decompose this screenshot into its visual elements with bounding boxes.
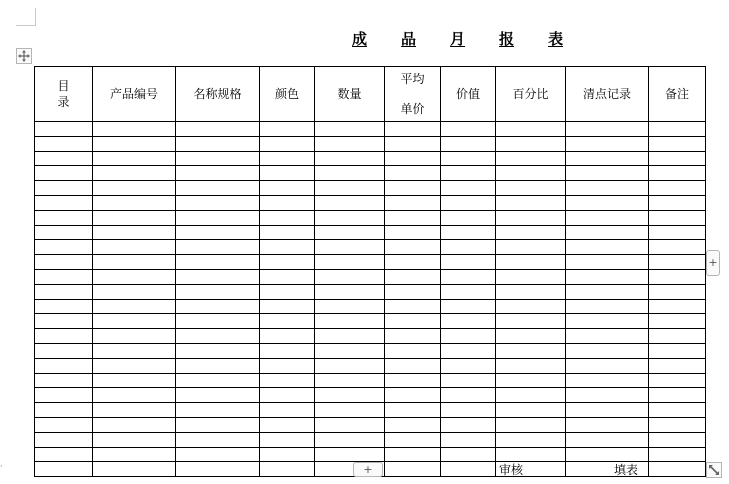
table-cell-value[interactable]	[441, 210, 496, 225]
table-cell-quantity[interactable]	[315, 447, 385, 462]
table-row	[35, 210, 706, 225]
table-cell-quantity[interactable]	[315, 195, 385, 210]
table-row	[35, 299, 706, 314]
table-cell-catalog[interactable]	[35, 329, 93, 344]
table-move-handle[interactable]	[16, 48, 32, 64]
table-cell-value[interactable]	[441, 299, 496, 314]
table-cell-remarks[interactable]	[649, 329, 706, 344]
table-cell-name_spec[interactable]	[176, 166, 260, 181]
table-cell-product_code[interactable]	[93, 388, 176, 403]
table-cell-catalog[interactable]	[35, 122, 93, 137]
table-cell-quantity[interactable]	[315, 181, 385, 196]
table-cell-name_spec[interactable]	[176, 462, 260, 477]
table-row	[35, 373, 706, 388]
table-cell-avg_price[interactable]	[385, 403, 441, 418]
table-cell-value[interactable]	[441, 388, 496, 403]
table-cell-remarks[interactable]	[649, 314, 706, 329]
table-cell-color[interactable]	[260, 151, 315, 166]
table-cell-percent[interactable]	[496, 136, 566, 151]
table-cell-name_spec[interactable]	[176, 225, 260, 240]
table-cell-quantity[interactable]	[315, 269, 385, 284]
table-cell-product_code[interactable]	[93, 314, 176, 329]
table-cell-color[interactable]	[260, 195, 315, 210]
table-cell-quantity[interactable]	[315, 136, 385, 151]
table-row	[35, 255, 706, 270]
table-cell-catalog[interactable]	[35, 314, 93, 329]
table-cell-remarks[interactable]	[649, 269, 706, 284]
table-cell-quantity[interactable]	[315, 255, 385, 270]
table-cell-inventory_record[interactable]	[566, 284, 649, 299]
table-cell-color[interactable]	[260, 255, 315, 270]
table-cell-name_spec[interactable]	[176, 136, 260, 151]
table-cell-value[interactable]	[441, 151, 496, 166]
table-cell-percent[interactable]	[496, 225, 566, 240]
table-cell-avg_price[interactable]	[385, 225, 441, 240]
table-cell-product_code[interactable]	[93, 210, 176, 225]
table-cell-product_code[interactable]	[93, 432, 176, 447]
table-cell-avg_price[interactable]	[385, 329, 441, 344]
table-cell-inventory_record[interactable]	[566, 447, 649, 462]
table-cell-percent[interactable]	[496, 181, 566, 196]
review-label: 审核	[499, 463, 524, 477]
table-row	[35, 269, 706, 284]
table-cell-percent[interactable]	[496, 210, 566, 225]
table-cell-percent[interactable]	[496, 195, 566, 210]
title-char: 成	[352, 30, 368, 48]
table-cell-percent[interactable]	[496, 373, 566, 388]
table-cell-catalog[interactable]	[35, 181, 93, 196]
table-cell-value[interactable]	[441, 122, 496, 137]
table-cell-inventory_record[interactable]	[566, 255, 649, 270]
table-row	[35, 195, 706, 210]
margin-mark: ·	[0, 462, 3, 472]
table-cell-value[interactable]	[441, 373, 496, 388]
table-cell-catalog[interactable]	[35, 358, 93, 373]
table-cell-inventory_record[interactable]	[566, 136, 649, 151]
table-cell-inventory_record[interactable]	[566, 181, 649, 196]
table-cell-remarks[interactable]	[649, 462, 706, 477]
table-cell-value[interactable]	[441, 284, 496, 299]
table-cell-color[interactable]	[260, 136, 315, 151]
table-cell-name_spec[interactable]	[176, 447, 260, 462]
table-cell-quantity[interactable]	[315, 210, 385, 225]
table-cell-product_code[interactable]	[93, 358, 176, 373]
table-cell-product_code[interactable]	[93, 373, 176, 388]
table-cell-quantity[interactable]	[315, 166, 385, 181]
table-cell-value[interactable]	[441, 269, 496, 284]
table-cell-name_spec[interactable]	[176, 373, 260, 388]
report-title	[352, 28, 563, 49]
table-cell-catalog[interactable]	[35, 195, 93, 210]
table-cell-catalog[interactable]	[35, 343, 93, 358]
table-cell-percent[interactable]	[496, 358, 566, 373]
table-cell-name_spec[interactable]	[176, 388, 260, 403]
table-cell-name_spec[interactable]	[176, 269, 260, 284]
table-cell-avg_price[interactable]	[385, 136, 441, 151]
table-cell-value[interactable]	[441, 432, 496, 447]
table-row	[35, 417, 706, 432]
table-cell-percent[interactable]	[496, 255, 566, 270]
table-cell-product_code[interactable]	[93, 284, 176, 299]
table-cell-remarks[interactable]	[649, 373, 706, 388]
table-row	[35, 329, 706, 344]
table-cell-avg_price[interactable]	[385, 462, 441, 477]
table-cell-inventory_record[interactable]	[566, 210, 649, 225]
header-catalog[interactable]	[35, 67, 93, 122]
table-cell-percent[interactable]	[496, 240, 566, 255]
table-cell-value[interactable]	[441, 255, 496, 270]
table-cell-product_code[interactable]	[93, 195, 176, 210]
table-cell-catalog[interactable]	[35, 255, 93, 270]
table-cell-product_code[interactable]	[93, 255, 176, 270]
table-cell-color[interactable]	[260, 329, 315, 344]
table-body	[35, 122, 706, 477]
table-cell-catalog[interactable]	[35, 388, 93, 403]
table-cell-quantity[interactable]	[315, 358, 385, 373]
table-cell-catalog[interactable]	[35, 284, 93, 299]
table-cell-remarks[interactable]	[649, 447, 706, 462]
table-cell-color[interactable]	[260, 358, 315, 373]
table-cell-inventory_record[interactable]	[566, 269, 649, 284]
table-cell-product_code[interactable]	[93, 240, 176, 255]
table-cell-avg_price[interactable]	[385, 255, 441, 270]
table-cell-inventory_record[interactable]	[566, 388, 649, 403]
table-cell-product_code[interactable]	[93, 417, 176, 432]
table-cell-value[interactable]	[441, 329, 496, 344]
table-cell-name_spec[interactable]	[176, 299, 260, 314]
table-cell-percent[interactable]	[496, 343, 566, 358]
table-cell-quantity[interactable]	[315, 240, 385, 255]
table-cell-catalog[interactable]	[35, 210, 93, 225]
table-cell-product_code[interactable]	[93, 403, 176, 418]
table-cell-remarks[interactable]	[649, 225, 706, 240]
table-cell-catalog[interactable]	[35, 403, 93, 418]
move-arrows-icon	[18, 50, 30, 62]
table-cell-name_spec[interactable]	[176, 210, 260, 225]
title-char: 表	[548, 30, 564, 48]
table-cell-quantity[interactable]	[315, 122, 385, 137]
table-cell-avg_price[interactable]	[385, 210, 441, 225]
table-cell-percent[interactable]	[496, 403, 566, 418]
table-row	[35, 388, 706, 403]
table-cell-catalog[interactable]	[35, 151, 93, 166]
table-cell-value[interactable]	[441, 462, 496, 477]
table-cell-name_spec[interactable]	[176, 122, 260, 137]
table-cell-quantity[interactable]	[315, 403, 385, 418]
table-cell-remarks[interactable]	[649, 284, 706, 299]
table-cell-inventory_record[interactable]	[566, 314, 649, 329]
table-cell-catalog[interactable]	[35, 417, 93, 432]
table-cell-quantity[interactable]	[315, 151, 385, 166]
table-cell-product_code[interactable]	[93, 122, 176, 137]
table-cell-avg_price[interactable]	[385, 314, 441, 329]
header-quantity[interactable]: 数量	[315, 67, 385, 122]
resize-diagonal-icon	[708, 464, 720, 476]
table-cell-color[interactable]	[260, 314, 315, 329]
table-cell-value[interactable]	[441, 181, 496, 196]
table-cell-inventory_record[interactable]	[566, 373, 649, 388]
table-cell-color[interactable]	[260, 417, 315, 432]
table-cell-avg_price[interactable]	[385, 299, 441, 314]
table-cell-avg_price[interactable]	[385, 240, 441, 255]
table-cell-quantity[interactable]	[315, 373, 385, 388]
table-cell-value[interactable]	[441, 166, 496, 181]
table-cell-remarks[interactable]	[649, 417, 706, 432]
table-row	[35, 358, 706, 373]
table-cell-catalog[interactable]	[35, 373, 93, 388]
header-avg-price[interactable]	[385, 67, 441, 122]
table-cell-quantity[interactable]	[315, 388, 385, 403]
table-cell-percent[interactable]	[496, 299, 566, 314]
table-cell-value[interactable]	[441, 343, 496, 358]
table-cell-value[interactable]	[441, 195, 496, 210]
table-cell-inventory_record[interactable]	[566, 343, 649, 358]
table-row	[35, 343, 706, 358]
table-cell-quantity[interactable]	[315, 329, 385, 344]
table-cell-product_code[interactable]	[93, 447, 176, 462]
table-cell-color[interactable]	[260, 122, 315, 137]
table-cell-color[interactable]	[260, 299, 315, 314]
table-cell-quantity[interactable]	[315, 299, 385, 314]
table-cell-avg_price[interactable]	[385, 417, 441, 432]
table-cell-color[interactable]	[260, 403, 315, 418]
table-cell-remarks[interactable]	[649, 240, 706, 255]
table-cell-remarks[interactable]	[649, 255, 706, 270]
table-cell-name_spec[interactable]	[176, 181, 260, 196]
table-cell-name_spec[interactable]	[176, 195, 260, 210]
table-resize-handle[interactable]	[706, 462, 722, 478]
table-cell-name_spec[interactable]	[176, 329, 260, 344]
table-cell-color[interactable]	[260, 240, 315, 255]
table-cell-inventory_record[interactable]	[566, 299, 649, 314]
table-cell-inventory_record[interactable]	[566, 225, 649, 240]
table-cell-name_spec[interactable]	[176, 432, 260, 447]
table-cell-product_code[interactable]	[93, 329, 176, 344]
table-cell-name_spec[interactable]	[176, 314, 260, 329]
title-char: 月	[450, 30, 466, 48]
table-cell-percent[interactable]	[496, 388, 566, 403]
table-cell-product_code[interactable]	[93, 269, 176, 284]
header-remarks[interactable]: 备注	[649, 67, 706, 122]
table-cell-avg_price[interactable]	[385, 432, 441, 447]
monthly-report-table	[34, 66, 706, 477]
table-row	[35, 284, 706, 299]
table-cell-catalog[interactable]	[35, 166, 93, 181]
table-cell-value[interactable]	[441, 240, 496, 255]
table-cell-quantity[interactable]	[315, 314, 385, 329]
table-cell-percent[interactable]	[496, 314, 566, 329]
table-cell-color[interactable]	[260, 388, 315, 403]
table-cell-percent[interactable]	[496, 417, 566, 432]
table-cell-remarks[interactable]	[649, 151, 706, 166]
table-cell-remarks[interactable]	[649, 343, 706, 358]
table-cell-value[interactable]	[441, 417, 496, 432]
add-column-button[interactable]: +	[706, 250, 720, 276]
table-cell-color[interactable]	[260, 447, 315, 462]
table-cell-remarks[interactable]	[649, 181, 706, 196]
fill-label: 填表	[614, 463, 639, 477]
table-cell-percent[interactable]	[496, 284, 566, 299]
table-cell-inventory_record[interactable]	[566, 417, 649, 432]
table-cell-color[interactable]	[260, 343, 315, 358]
table-cell-product_code[interactable]	[93, 151, 176, 166]
table-cell-remarks[interactable]	[649, 166, 706, 181]
table-cell-remarks[interactable]	[649, 299, 706, 314]
table-row	[35, 432, 706, 447]
table-cell-avg_price[interactable]	[385, 122, 441, 137]
table-cell-name_spec[interactable]	[176, 343, 260, 358]
table-cell-avg_price[interactable]	[385, 284, 441, 299]
table-cell-value[interactable]	[441, 136, 496, 151]
table-cell-product_code[interactable]	[93, 343, 176, 358]
header-color[interactable]: 颜色	[260, 67, 315, 122]
page-corner-mark	[16, 8, 36, 26]
table-row	[35, 225, 706, 240]
table-cell-name_spec[interactable]	[176, 403, 260, 418]
title-char: 报	[499, 30, 515, 48]
table-cell-remarks[interactable]	[649, 195, 706, 210]
table-row	[35, 181, 706, 196]
table-cell-product_code[interactable]	[93, 166, 176, 181]
table-cell-value[interactable]	[441, 225, 496, 240]
table-row	[35, 151, 706, 166]
table-cell-percent[interactable]	[496, 166, 566, 181]
table-cell-color[interactable]	[260, 181, 315, 196]
table-cell-quantity[interactable]	[315, 417, 385, 432]
table-cell-product_code[interactable]	[93, 462, 176, 477]
header-avg-price-line1: 平均	[400, 72, 425, 86]
table-cell-inventory_record[interactable]	[566, 151, 649, 166]
table-cell-remarks[interactable]	[649, 210, 706, 225]
table-cell-inventory_record[interactable]	[566, 195, 649, 210]
header-avg-price-line2: 单价	[400, 102, 425, 116]
header-catalog-line1: 目	[57, 79, 70, 93]
table-cell-catalog[interactable]	[35, 447, 93, 462]
table-cell-percent[interactable]	[496, 151, 566, 166]
header-percent[interactable]: 百分比	[496, 67, 566, 122]
table-cell-percent[interactable]	[496, 447, 566, 462]
table-cell-quantity[interactable]	[315, 284, 385, 299]
table-cell-catalog[interactable]	[35, 240, 93, 255]
table-cell-remarks[interactable]	[649, 388, 706, 403]
header-value[interactable]: 价值	[441, 67, 496, 122]
header-name-spec[interactable]: 名称规格	[176, 67, 260, 122]
table-cell-value[interactable]	[441, 358, 496, 373]
table-cell-product_code[interactable]	[93, 136, 176, 151]
table-cell-catalog[interactable]	[35, 432, 93, 447]
table-cell-name_spec[interactable]	[176, 358, 260, 373]
table-cell-product_code[interactable]	[93, 299, 176, 314]
table-cell-inventory_record[interactable]	[566, 358, 649, 373]
table-row	[35, 403, 706, 418]
table-cell-catalog[interactable]	[35, 225, 93, 240]
table-cell-percent[interactable]	[496, 432, 566, 447]
table-cell-color[interactable]	[260, 225, 315, 240]
table-cell-inventory_record[interactable]	[566, 122, 649, 137]
table-cell-avg_price[interactable]	[385, 166, 441, 181]
add-row-button[interactable]: +	[353, 462, 383, 477]
table-cell-color[interactable]	[260, 373, 315, 388]
table-cell-value[interactable]	[441, 403, 496, 418]
table-cell-avg_price[interactable]	[385, 195, 441, 210]
table-cell-remarks[interactable]	[649, 403, 706, 418]
table-cell-remarks[interactable]	[649, 432, 706, 447]
table-cell-avg_price[interactable]	[385, 343, 441, 358]
table-cell-color[interactable]	[260, 462, 315, 477]
table-cell-name_spec[interactable]	[176, 151, 260, 166]
table-header-row	[35, 67, 706, 122]
title-char: 品	[401, 30, 417, 48]
table-row	[35, 136, 706, 151]
table-cell-quantity[interactable]	[315, 432, 385, 447]
table-row	[35, 314, 706, 329]
table-cell-inventory_record[interactable]	[566, 166, 649, 181]
table-row	[35, 166, 706, 181]
table-cell-name_spec[interactable]	[176, 284, 260, 299]
table-cell-product_code[interactable]	[93, 181, 176, 196]
table-cell-quantity[interactable]	[315, 225, 385, 240]
table-cell-percent[interactable]	[496, 329, 566, 344]
table-cell-name_spec[interactable]	[176, 240, 260, 255]
table-cell-percent[interactable]	[496, 122, 566, 137]
table-cell-remarks[interactable]	[649, 136, 706, 151]
table-cell-avg_price[interactable]	[385, 447, 441, 462]
table-row	[35, 122, 706, 137]
table-cell-catalog[interactable]	[35, 269, 93, 284]
table-cell-inventory_record[interactable]	[566, 329, 649, 344]
table-cell-avg_price[interactable]	[385, 388, 441, 403]
table-cell-quantity[interactable]	[315, 343, 385, 358]
table-cell-avg_price[interactable]	[385, 373, 441, 388]
table-cell-name_spec[interactable]	[176, 417, 260, 432]
table-cell-inventory_record[interactable]	[566, 403, 649, 418]
table-cell-color[interactable]	[260, 210, 315, 225]
table-cell-color[interactable]	[260, 269, 315, 284]
table-cell-name_spec[interactable]	[176, 255, 260, 270]
header-product-code[interactable]: 产品编号	[93, 67, 176, 122]
table-cell-value[interactable]	[441, 447, 496, 462]
table-cell-color[interactable]	[260, 284, 315, 299]
header-catalog-line2: 录	[57, 95, 70, 109]
table-cell-product_code[interactable]	[93, 225, 176, 240]
table-cell-catalog[interactable]	[35, 136, 93, 151]
table-cell-value[interactable]	[441, 314, 496, 329]
table-cell-percent[interactable]	[496, 269, 566, 284]
table-cell-avg_price[interactable]	[385, 151, 441, 166]
table-cell-remarks[interactable]	[649, 122, 706, 137]
table-cell-color[interactable]	[260, 432, 315, 447]
table-cell-color[interactable]	[260, 166, 315, 181]
header-inventory-record[interactable]: 清点记录	[566, 67, 649, 122]
table-row	[35, 240, 706, 255]
table-cell-catalog[interactable]	[35, 299, 93, 314]
table-row	[35, 447, 706, 462]
table-cell-avg_price[interactable]	[385, 181, 441, 196]
table-cell-inventory_record[interactable]	[566, 240, 649, 255]
table-cell-catalog[interactable]	[35, 462, 93, 477]
table-cell-avg_price[interactable]	[385, 358, 441, 373]
table-cell-inventory_record[interactable]	[566, 432, 649, 447]
table-cell-remarks[interactable]	[649, 358, 706, 373]
table-cell-avg_price[interactable]	[385, 269, 441, 284]
